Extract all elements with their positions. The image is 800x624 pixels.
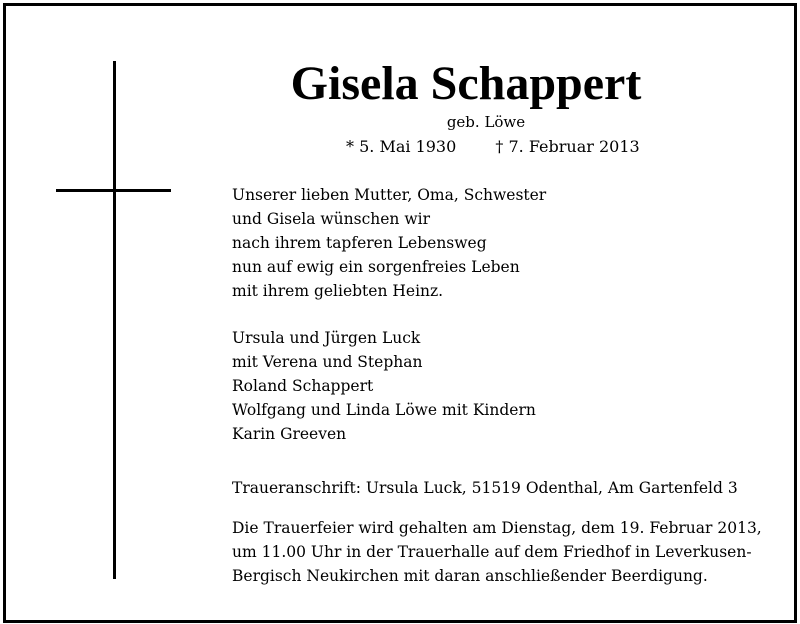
cross-symbol-horizontal	[56, 189, 171, 192]
funeral-ceremony-info	[232, 516, 762, 588]
death-date: † 7. Februar 2013	[495, 137, 640, 156]
mourners-list	[232, 326, 536, 446]
message-line: und Gisela wünschen wir	[232, 210, 430, 228]
obituary-notice	[3, 3, 797, 623]
mourner-line: mit Verena und Stephan	[232, 353, 423, 371]
mourning-address: Traueranschrift: Ursula Luck, 51519 Odenthal, Am Gartenfeld 3	[232, 479, 738, 497]
message-line: nach ihrem tapferen Lebensweg	[232, 234, 487, 252]
life-dates	[346, 137, 646, 157]
mourner-line: Wolfgang und Linda Löwe mit Kindern	[232, 401, 536, 419]
birth-date: * 5. Mai 1930	[346, 137, 457, 156]
mourner-line: Karin Greeven	[232, 425, 347, 443]
ceremony-line: Bergisch Neukirchen mit daran anschließender Beerdigung.	[232, 567, 708, 585]
message-line: Unserer lieben Mutter, Oma, Schwester	[232, 186, 547, 204]
ceremony-line: Die Trauerfeier wird gehalten am Dienstag, dem 19. Februar 2013,	[232, 519, 762, 537]
memorial-message	[232, 183, 546, 303]
cross-symbol-vertical	[113, 61, 116, 579]
message-line: mit ihrem geliebten Heinz.	[232, 282, 444, 300]
birth-name: geb. Löwe	[446, 113, 526, 131]
deceased-name: Gisela Schappert	[290, 57, 642, 110]
ceremony-line: um 11.00 Uhr in der Trauerhalle auf dem Friedhof in Leverkusen-	[232, 543, 752, 561]
message-line: nun auf ewig ein sorgenfreies Leben	[232, 258, 520, 276]
mourner-line: Ursula und Jürgen Luck	[232, 329, 421, 347]
mourner-line: Roland Schappert	[232, 377, 374, 395]
